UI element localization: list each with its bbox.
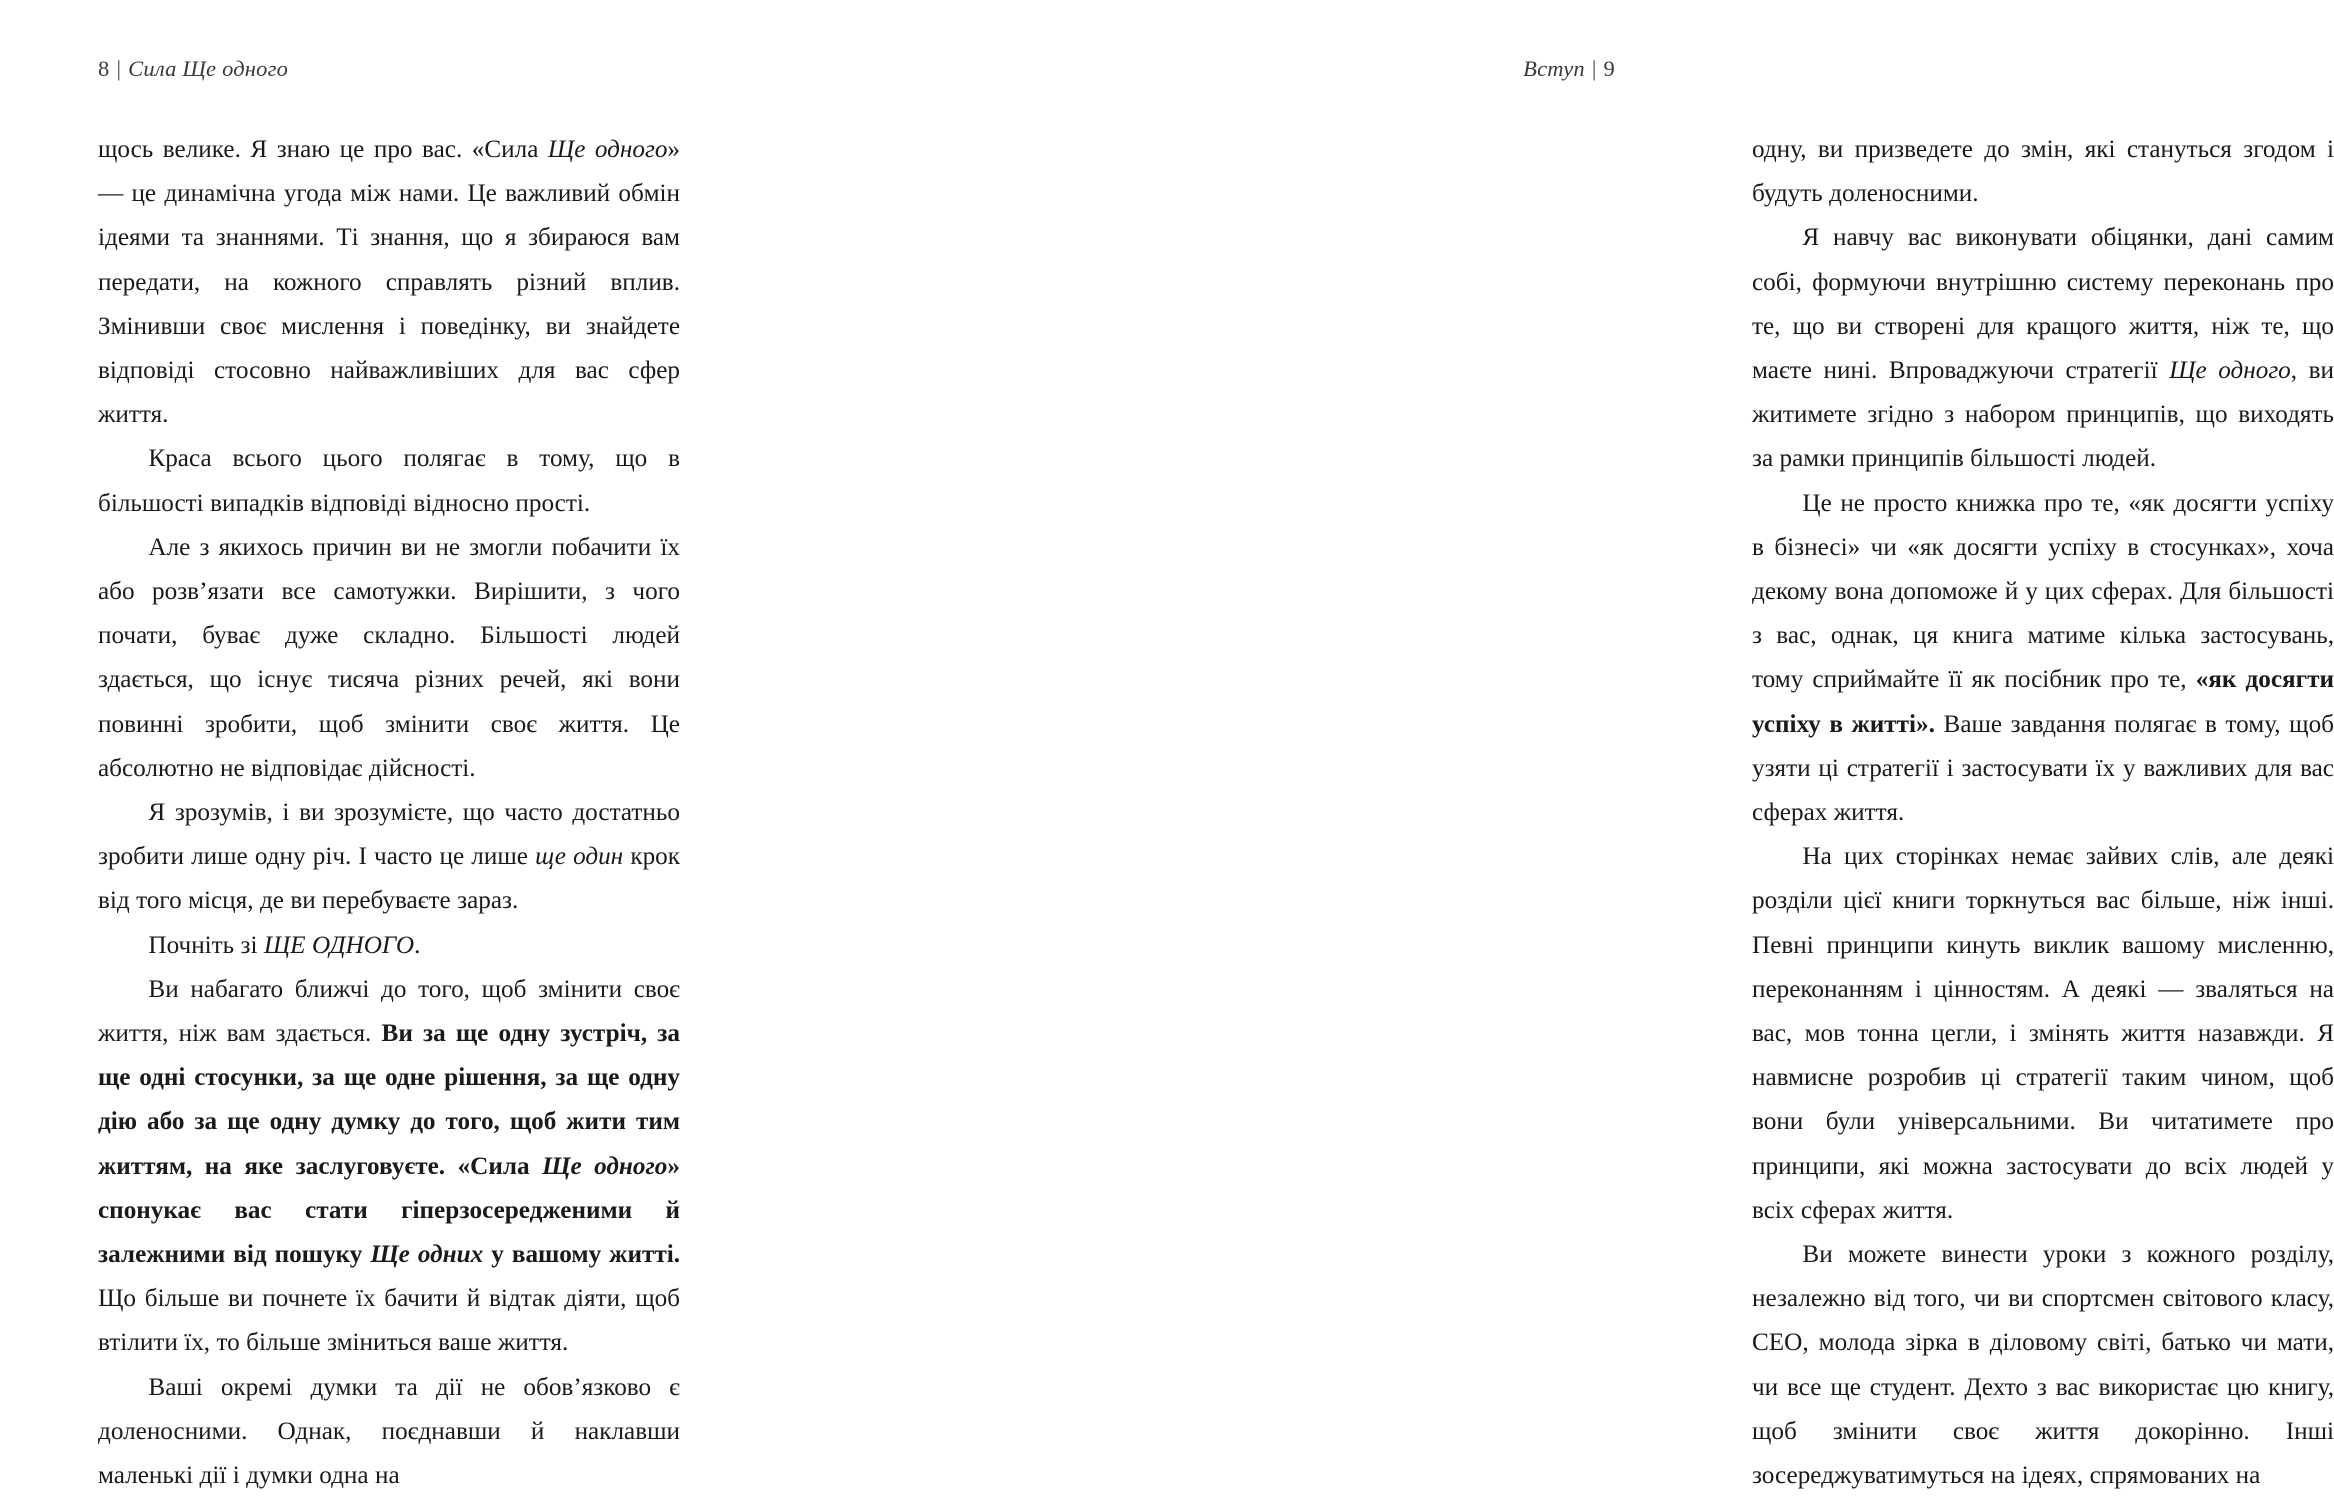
paragraph: Я зрозумів, і ви зрозумієте, що часто достатньо зробити лише одну річ. І часто це лише ще один крок від того місця, де ви перебуваєте зараз. [98,799,680,915]
chapter-title-right: Вступ [1523,56,1585,81]
right-page-textblock [1752,128,2334,1498]
text-run-italic: Ще одного [547,136,668,163]
paragraph: Почніть зі ЩЕ ОДНОГО. [148,931,421,959]
running-head-separator-right: | [1591,56,1597,81]
text-run-bold: Ви за ще одну зустріч, за ще одні стосунки, за ще одне рішення, за ще одну дію або за ще одну думку до того, щоб жити тим життям, на яке заслуговуєте. «Сила [98,1020,680,1180]
text-run-bold: » спонукає вас стати гіперзосередженими й залежними від пошуку [98,1152,680,1269]
text-run-italic: Ще одного [2169,357,2291,385]
paragraph: Краса всього цього полягає в тому, що в більшості випадків відповіді відносно прості. [98,445,680,517]
running-head-separator-left: | [116,56,122,81]
paragraph: Ваші окремі думки та дії не обов’язково є доленосними. Однак, поєднавши й наклавши маленькі дії і думки одна на [98,1373,680,1490]
paragraph: Але з якихось причин ви не змогли побачити їх або розв’язати все самотужки. Вирішити, з чого почати, буває дуже складно. Більшості людей здається, що існує тисяча різних речей, які вони повинні зробити, щоб змінити своє життя. Це абсолютно не відповідає дійсності. [98,533,680,782]
text-run-bold: «як досягти успіху в житті». [1752,666,2334,738]
running-head-right [1523,56,1615,82]
left-page-textblock [98,128,680,1498]
text-run-bold-italic: Ще одних [370,1241,484,1269]
paragraph: Ви набагато ближчі до того, щоб змінити своє життя, ніж вам здається. Ви за ще одну зустріч, за ще одні стосунки, за ще одне рішення, за ще одну дію або за ще одну думку до того, щоб жити тим життям, на яке заслуговуєте. «Сила Ще одного» спонукає вас стати гіперзосередженими й залежними від пошуку Ще одних у вашому житті. Що більше ви почнете їх бачити й відтак діяти, щоб втілити їх, то більше зміниться ваше життя. [98,975,680,1357]
running-head-left [98,56,288,82]
text-run-italic: ЩЕ ОДНОГО [263,931,415,959]
paragraph: Це не просто книжка про те, «як досягти успіху в бізнесі» чи «як досягти успіху в стосунках», хоча декому вона допоможе й у цих сферах. Для більшості з вас, однак, ця книга матиме кілька застосувань, тому сприймайте її як посібник про те, «як досягти успіху в житті». Ваше завдання полягає в тому, щоб узяти ці стратегії і застосувати їх у важливих для вас сферах життя. [1752,489,2334,827]
page-number-right: 9 [1603,56,1615,81]
text-run-bold-italic: Ще одного [542,1152,668,1180]
page-number-left: 8 [98,56,110,81]
book-title-left: Сила Ще одного [128,56,289,81]
paragraph: одну, ви призведете до змін, які стануться згодом і будуть доленосними. [1752,136,2334,208]
right-page [857,0,2334,1490]
text-run-bold: у вашому житті. [483,1241,680,1269]
paragraph: Ви можете винести уроки з кожного розділу, незалежно від того, чи ви спортсмен світового класу, СЕО, молода зірка в діловому світі, батько чи мати, чи все ще студент. Дехто з вас використає цю книгу, щоб змінити своє життя докорінно. Інші зосереджуватимуться на ідеях, спрямованих на [1752,1241,2334,1490]
text-run-italic: ще один [535,843,624,871]
paragraph: На цих сторінках немає зайвих слів, але деякі розділи цієї книги торкнуться вас більше, ніж інші. Певні принципи кинуть виклик вашому мисленню, переконанням і цінностям. А деякі — зваляться на вас, мов тонна цегли, і змінять життя назавжди. Я навмисне розробив ці стратегії таким чином, щоб вони були універсальними. Ви читатимете про принципи, які можна застосувати до всіх людей у всіх сферах життя. [1752,843,2334,1224]
paragraph: Я навчу вас виконувати обіцянки, дані самим собі, формуючи внутрішню систему переконань про те, що ви створені для кращого життя, ніж те, що маєте нині. Впроваджуючи стратегії Ще одного, ви житимете згідно з набором принципів, що виходять за рамки принципів більшості людей. [1752,224,2334,473]
left-page [0,0,856,1490]
paragraph: щось велике. Я знаю це про вас. «Сила Ще одного» — це динамічна угода між нами. Це важливий обмін ідеями та знаннями. Ті знання, що я збираюся вам передати, на кожного справлять різний вплив. Змінивши своє мислення і поведінку, ви знайдете відповіді стосовно найважливіших для вас сфер життя. [98,136,681,429]
